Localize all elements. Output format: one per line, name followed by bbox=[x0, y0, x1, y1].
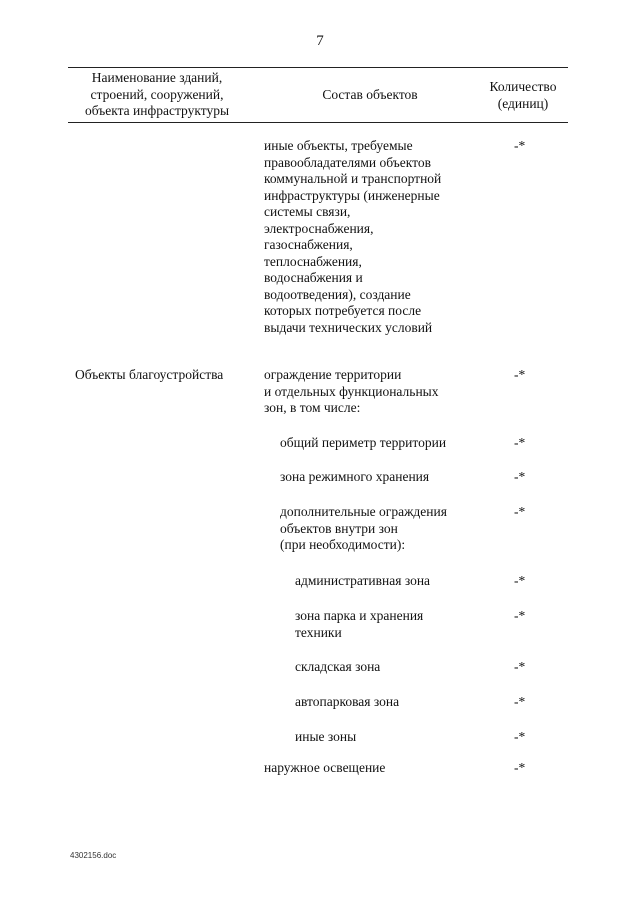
quantity-fencing: -* bbox=[514, 367, 526, 382]
quantity-other-zones: -* bbox=[514, 729, 526, 744]
quantity-warehouse-zone: -* bbox=[514, 659, 526, 674]
quantity-restricted-storage: -* bbox=[514, 469, 526, 484]
composition-fencing: ограждение территории и отдельных функциональных зон, в том числе: bbox=[264, 367, 439, 415]
document-filename: 4302156.doc bbox=[70, 851, 117, 860]
quantity-additional-fencing: -* bbox=[514, 504, 526, 519]
quantity-other-objects: -* bbox=[514, 138, 526, 153]
quantity-vehicle-park-zone: -* bbox=[514, 608, 526, 623]
composition-other-zones: иные зоны bbox=[295, 729, 357, 744]
building-name-landscaping: Объекты благоустройства bbox=[75, 367, 224, 382]
composition-vehicle-park-zone: зона парка и хранения техники bbox=[295, 608, 424, 640]
quantity-auto-park-zone: -* bbox=[514, 694, 526, 709]
page-number: 7 bbox=[316, 33, 324, 49]
composition-auto-park-zone: автопарковая зона bbox=[295, 694, 400, 709]
composition-other-objects: иные объекты, требуемые правообладателями объектов коммунальной и транспортной инфраструктуры (инженерные системы связи, электроснабжения, газоснабжения, теплоснабжения, водоснабжения и водоотведения), создание которых потребуется после выдачи технических условий bbox=[264, 138, 442, 335]
composition-admin-zone: административная зона bbox=[295, 573, 431, 588]
quantity-admin-zone: -* bbox=[514, 573, 526, 588]
header-quantity: Количество (единиц) bbox=[489, 79, 557, 111]
table-header-rule bbox=[68, 122, 568, 123]
header-composition: Состав объектов bbox=[322, 87, 418, 102]
quantity-outdoor-lighting: -* bbox=[514, 760, 526, 775]
composition-outdoor-lighting: наружное освещение bbox=[264, 760, 386, 775]
table-top-rule bbox=[68, 67, 568, 68]
quantity-perimeter: -* bbox=[514, 435, 526, 450]
composition-additional-fencing: дополнительные ограждения объектов внутри зон (при необходимости): bbox=[280, 504, 447, 552]
composition-restricted-storage: зона режимного хранения bbox=[280, 469, 430, 484]
header-building-name: Наименование зданий, строений, сооружений, объекта инфраструктуры bbox=[84, 70, 230, 118]
composition-warehouse-zone: складская зона bbox=[295, 659, 381, 674]
composition-perimeter: общий периметр территории bbox=[280, 435, 447, 450]
